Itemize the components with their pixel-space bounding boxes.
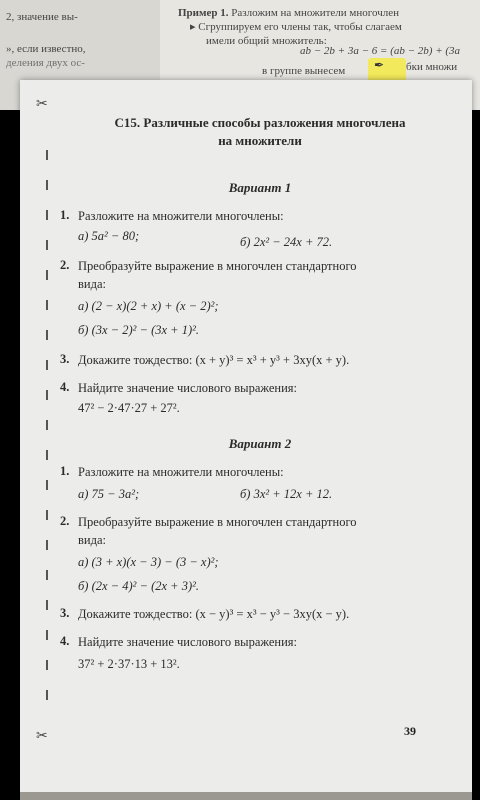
- cut-dash: [46, 390, 48, 400]
- cut-dash: [46, 630, 48, 640]
- prev-page-text-2: », если известно,: [6, 43, 86, 55]
- v2-task-4-expression: 37² + 2·37·13 + 13².: [78, 657, 180, 671]
- scissors-icon-top: ✂: [36, 96, 48, 112]
- prev-page-text-1: 2, значение вы-: [6, 11, 78, 23]
- cut-line: [22, 100, 48, 750]
- page-title: [60, 114, 460, 150]
- v2-task-2-text-2: вида:: [78, 533, 106, 547]
- prev-page-text-3: деления двух ос-: [6, 57, 85, 69]
- cont-text: бки множи: [406, 61, 458, 73]
- scissors-icon-bottom: ✂: [36, 728, 48, 744]
- v2-task-1b: б) 3x² + 12x + 12.: [240, 487, 333, 501]
- v1-task-2-text: Преобразуйте выражение в многочлен стандартного: [78, 259, 357, 273]
- example-label: Пример 1.: [178, 7, 229, 19]
- group-text: в группе вынесем: [262, 65, 346, 77]
- v1-task-1a: а) 5a² − 80;: [78, 229, 140, 243]
- v2-task-2b: б) (2x − 4)² − (2x + 3)².: [78, 579, 199, 593]
- cut-dash: [46, 180, 48, 190]
- v1-task-2-number: 2.: [60, 258, 70, 272]
- v2-task-3-number: 3.: [60, 606, 70, 620]
- variant-2-heading: Вариант 2: [228, 436, 292, 451]
- v1-task-3-number: 3.: [60, 352, 70, 366]
- title-line-1: С15. Различные способы разложения многочлена: [114, 115, 406, 130]
- title-line-2: на множители: [218, 133, 302, 148]
- cut-dash: [46, 210, 48, 220]
- step-text: ▸ Сгруппируем его члены так, чтобы слагаем: [190, 21, 402, 33]
- cut-dash: [46, 300, 48, 310]
- cut-dash: [46, 600, 48, 610]
- example-formula: ab − 2b + 3a − 6 = (ab − 2b) + (3a: [300, 45, 461, 57]
- v1-task-4-text: Найдите значение числового выражения:: [78, 381, 298, 395]
- cut-dash: [46, 510, 48, 520]
- cut-dash: [46, 150, 48, 160]
- cut-dash: [46, 330, 48, 340]
- example-heading: [178, 6, 399, 20]
- cut-dash: [46, 420, 48, 430]
- v2-task-1a: а) 75 − 3a²;: [78, 487, 140, 501]
- v1-task-2-text-2: вида:: [78, 277, 106, 291]
- v1-task-4-expression: 47² − 2·47·27 + 27².: [78, 401, 180, 415]
- sticky-note-mark: ✒: [374, 58, 385, 72]
- v1-task-3-text: Докажите тождество: (x + y)³ = x³ + y³ + 3xy(x + y).: [78, 353, 350, 367]
- cut-dash: [46, 240, 48, 250]
- v2-task-1-text: Разложите на множители многочлены:: [78, 465, 284, 479]
- cut-dash: [46, 480, 48, 490]
- cut-dash: [46, 360, 48, 370]
- cut-dash: [46, 450, 48, 460]
- page-number: 39: [404, 724, 416, 738]
- v1-task-2a: а) (2 − x)(2 + x) + (x − 2)²;: [78, 299, 219, 313]
- cut-dash: [46, 660, 48, 670]
- cut-dash: [46, 540, 48, 550]
- step-text-2: имели общий множитель:: [206, 35, 327, 47]
- v2-task-3-text: Докажите тождество: (x − y)³ = x³ − y³ − 3xy(x − y).: [78, 607, 350, 621]
- v1-task-4-number: 4.: [60, 380, 70, 394]
- v1-task-1b: б) 2x² − 24x + 72.: [240, 235, 333, 249]
- v2-task-4-number: 4.: [60, 634, 70, 648]
- v1-task-1-number: 1.: [60, 208, 70, 222]
- variant-1-heading: Вариант 1: [228, 180, 292, 195]
- v2-task-1-number: 1.: [60, 464, 70, 478]
- example-text: Разложим на множители многочлен: [231, 7, 400, 19]
- v2-task-2a: а) (3 + x)(x − 3) − (3 − x)²;: [78, 555, 219, 569]
- cut-dash: [46, 690, 48, 700]
- v1-task-2b: б) (3x − 2)² − (3x + 1)².: [78, 323, 199, 337]
- v2-task-4-text: Найдите значение числового выражения:: [78, 635, 298, 649]
- v2-task-2-number: 2.: [60, 514, 70, 528]
- cut-dash: [46, 570, 48, 580]
- cut-dash: [46, 270, 48, 280]
- v1-task-1-text: Разложите на множители многочлены:: [78, 209, 284, 223]
- page-edge-shadow: [20, 792, 472, 800]
- v2-task-2-text: Преобразуйте выражение в многочлен стандартного: [78, 515, 357, 529]
